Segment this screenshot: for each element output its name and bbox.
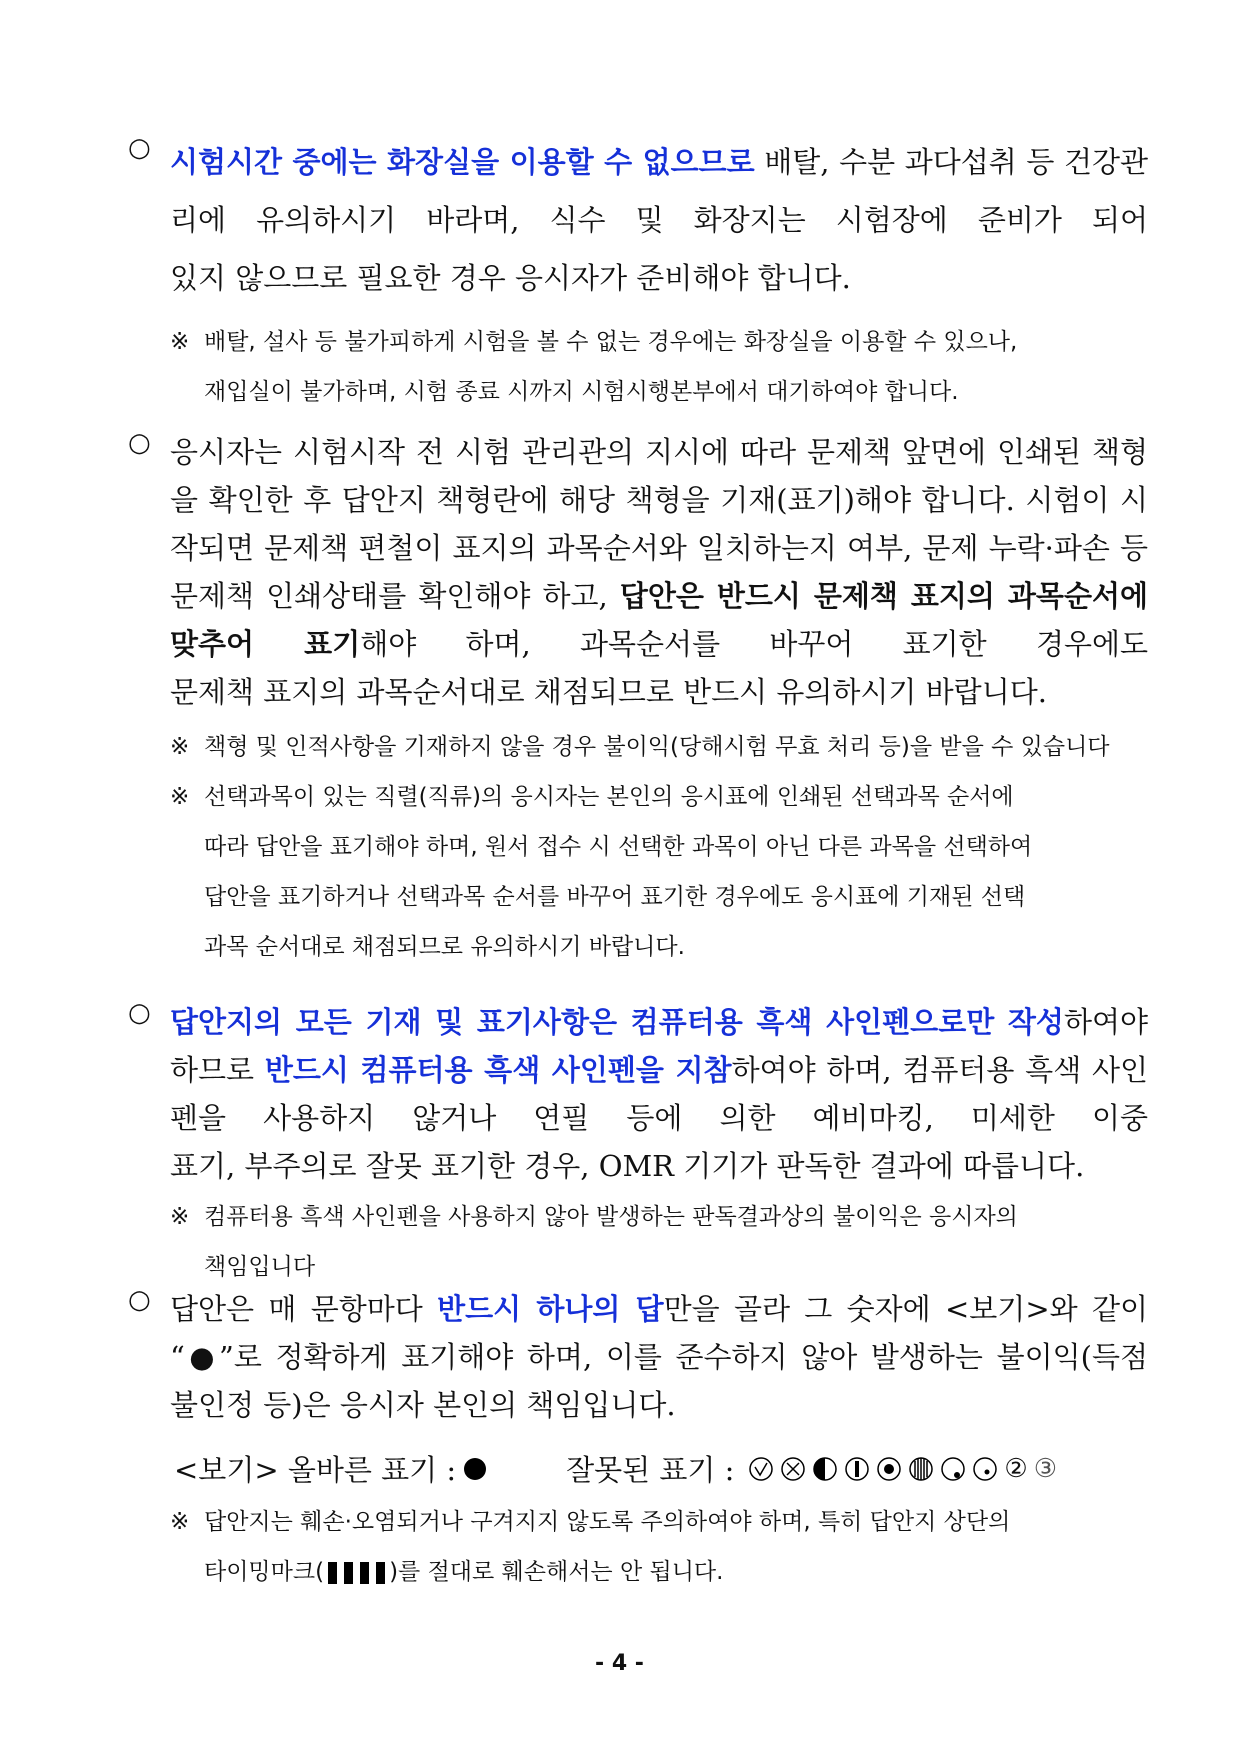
small-dot-circle-icon <box>972 1456 998 1482</box>
section-single-answer <box>128 1285 1148 1429</box>
bullet-icon: ○ <box>128 1285 151 1315</box>
note-text: 책형 및 인적사항을 기재하지 않을 경우 불이익(당해시험 무효 처리 등)을 받을 수 있습니다 <box>204 734 1110 760</box>
note-text: 따라 답안을 표기해야 하며, 원서 접수 시 선택한 과목이 아닌 다른 과목을 선택하여 <box>204 834 1033 860</box>
striped-circle-icon <box>908 1456 934 1482</box>
note-mark-icon: ※ <box>170 1509 190 1535</box>
note-mark-icon: ※ <box>170 329 190 355</box>
note-personal-info <box>170 722 1148 772</box>
note-elective <box>170 772 1148 972</box>
section-restroom-text <box>170 133 1148 307</box>
section-booklet-type <box>128 428 1148 972</box>
x-circle-icon <box>780 1456 806 1482</box>
note-mark-icon: ※ <box>170 784 190 810</box>
bullet-icon: ○ <box>128 133 151 163</box>
note-text: 답안지는 훼손·오염되거나 구겨지지 않도록 주의하여야 하며, 특히 답안지 상단의 <box>204 1509 1011 1535</box>
note-pen <box>170 1192 1148 1292</box>
bold-text: 답안은 반드시 문제책 표지의 과목순서에 맞추어 표기 <box>170 579 1148 661</box>
wrong-label: 잘못된 표기 : <box>566 1453 735 1487</box>
note-text: 답안을 표기하거나 선택과목 순서를 바꾸어 표기한 경우에도 응시표에 기재된 선택 <box>204 884 1026 910</box>
body-text: 하여야 하므로 <box>170 1005 1148 1087</box>
check-circle-icon <box>748 1456 774 1482</box>
note-text: )를 절대로 훼손해서는 안 됩니다. <box>389 1559 724 1585</box>
circled-two-icon: ② <box>1004 1453 1028 1484</box>
note-text: 선택과목이 있는 직렬(직류)의 응시자는 본인의 응시표에 인쇄된 선택과목 순서에 <box>204 784 1014 810</box>
body-text: 하여야 하며, 컴퓨터용 흑색 사인펜을 사용하지 않거나 연필 등에 의한 예비마킹, 미세한 이중 <box>170 1053 1148 1135</box>
section-restroom <box>128 133 1148 417</box>
note-mark-icon: ※ <box>170 734 190 760</box>
section-answer-text <box>170 1285 1148 1429</box>
corner-dot-circle-icon <box>940 1456 966 1482</box>
note-text: 배탈, 설사 등 불가피하게 시험을 볼 수 없는 경우에는 화장실을 이용할 수 있으나, <box>204 329 1018 355</box>
body-text: 해야 하며, 과목순서를 바꾸어 표기한 경우에도 <box>360 627 1149 661</box>
bullet-icon: ○ <box>128 998 151 1028</box>
body-text: 만을 골라 그 숫자에 <보기>와 같이 “●”로 정확하게 표기해야 하며, 이를 준수하지 않아 발생하는 불이익(득점 <box>170 1292 1148 1374</box>
body-text: 응시자는 시험시작 전 시험 관리관의 지시에 따라 문제책 앞면에 인쇄된 책형을 확인한 후 답안지 책형란에 해당 책형을 기재(표기)해야 합니다. 시험이 시작되면 문제책 편철이 표지의 과목순서와 일치하는지 여부, 문제 누락·파손 등 문제책 인쇄상태를 확인해야 하고, <box>170 435 1148 613</box>
note-text: 타이밍마크( <box>204 1559 325 1585</box>
note-mark-icon: ※ <box>170 1204 190 1230</box>
dot-circle-icon <box>876 1456 902 1482</box>
filled-circle-icon <box>464 1458 486 1480</box>
note-restroom <box>170 317 1148 417</box>
section-pen-text <box>170 998 1148 1190</box>
emphasis-text: 시험시간 중에는 화장실을 이용할 수 없으므로 <box>170 145 755 179</box>
body-text-last: 있지 않으므로 필요한 경우 응시자가 준비해야 합니다. <box>170 261 851 295</box>
section-sign-pen <box>128 998 1148 1292</box>
body-text: 배탈, 수분 과다섭취 등 건강관리에 유의하시기 바라며, 식수 및 화장지는 시험장에 준비가 되어 <box>170 145 1149 237</box>
emphasis-text: 반드시 컴퓨터용 흑색 사인펜을 지참 <box>264 1053 732 1087</box>
body-text-last: 문제책 표지의 과목순서대로 채점되므로 반드시 유의하시기 바랍니다. <box>170 675 1047 709</box>
note-timing-mark <box>170 1497 1190 1597</box>
timing-mark-icon <box>328 1562 385 1584</box>
line-circle-icon <box>844 1456 870 1482</box>
marking-example <box>174 1448 1057 1489</box>
circled-three-icon: ③ <box>1033 1453 1058 1484</box>
emphasis-text: 반드시 하나의 답 <box>437 1292 664 1326</box>
emphasis-text: 답안지의 모든 기재 및 표기사항은 컴퓨터용 흑색 사인펜으로만 작성 <box>170 1005 1064 1039</box>
body-text: 답안은 매 문항마다 <box>170 1292 438 1326</box>
body-text-last: 불인정 등)은 응시자 본인의 책임입니다. <box>170 1388 676 1422</box>
page-number: - 4 - <box>595 1651 644 1676</box>
section-booklet-text <box>170 428 1148 716</box>
note-text: 책임입니다 <box>204 1254 316 1280</box>
correct-label: <보기> 올바른 표기 : <box>174 1453 457 1487</box>
note-text: 컴퓨터용 흑색 사인펜을 사용하지 않아 발생하는 판독결과상의 불이익은 응시자의 <box>204 1204 1018 1230</box>
note-text: 재입실이 불가하며, 시험 종료 시까지 시험시행본부에서 대기하여야 합니다. <box>204 379 959 405</box>
half-circle-icon <box>812 1456 838 1482</box>
note-text: 과목 순서대로 채점되므로 유의하시기 바랍니다. <box>204 934 685 960</box>
bullet-icon: ○ <box>128 428 151 458</box>
body-text-last: 표기, 부주의로 잘못 표기한 경우, OMR 기기가 판독한 결과에 따릅니다. <box>170 1149 1085 1183</box>
wrong-marks <box>748 1454 1057 1484</box>
